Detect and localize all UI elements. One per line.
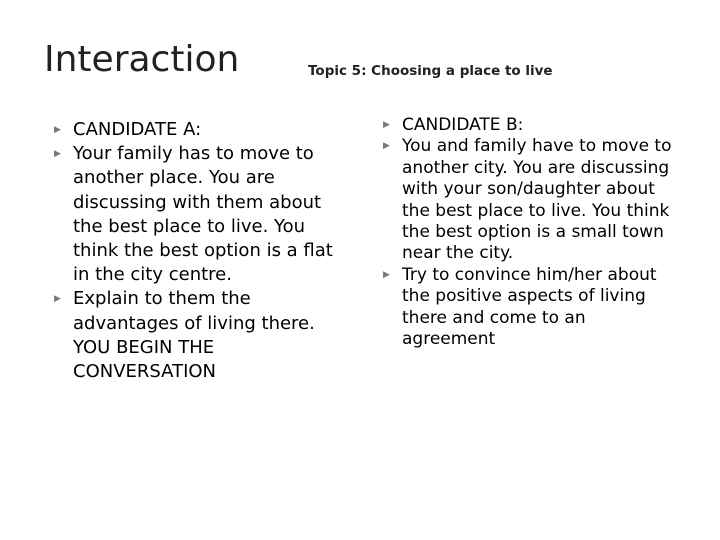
triangle-right-icon: ▶ xyxy=(54,149,61,160)
list-item-text: CANDIDATE B: xyxy=(402,115,524,135)
candidate-a-list xyxy=(54,118,344,384)
list-item-text: CANDIDATE A: xyxy=(73,119,202,140)
triangle-right-icon: ▶ xyxy=(383,269,390,280)
candidate-b-list xyxy=(383,115,683,350)
list-item xyxy=(54,142,344,287)
list-item-text: Try to convince him/her about the positive aspects of living there and come to an agreement xyxy=(402,264,657,350)
list-item-text: You and family have to move to another city. You are discussing with your son/daughter about the best place to live. You think the best option is a small town near the city. xyxy=(402,136,672,264)
triangle-right-icon: ▶ xyxy=(54,294,61,305)
triangle-right-icon: ▶ xyxy=(383,120,390,130)
list-item xyxy=(383,136,683,264)
list-item-text: Explain to them the advantages of living there. YOU BEGIN THE CONVERSATION xyxy=(73,288,315,383)
triangle-right-icon: ▶ xyxy=(383,141,390,152)
list-item xyxy=(383,265,683,351)
triangle-right-icon: ▶ xyxy=(54,125,61,135)
list-item xyxy=(54,287,344,384)
list-item xyxy=(54,118,344,142)
slide-title: Interaction xyxy=(44,39,240,80)
list-item-text: Your family has to move to another place. You are discussing with them about the best place to live. You think the best option is a flat in the city centre. xyxy=(73,143,333,286)
list-item xyxy=(383,115,683,136)
slide-subtitle: Topic 5: Choosing a place to live xyxy=(308,63,553,79)
